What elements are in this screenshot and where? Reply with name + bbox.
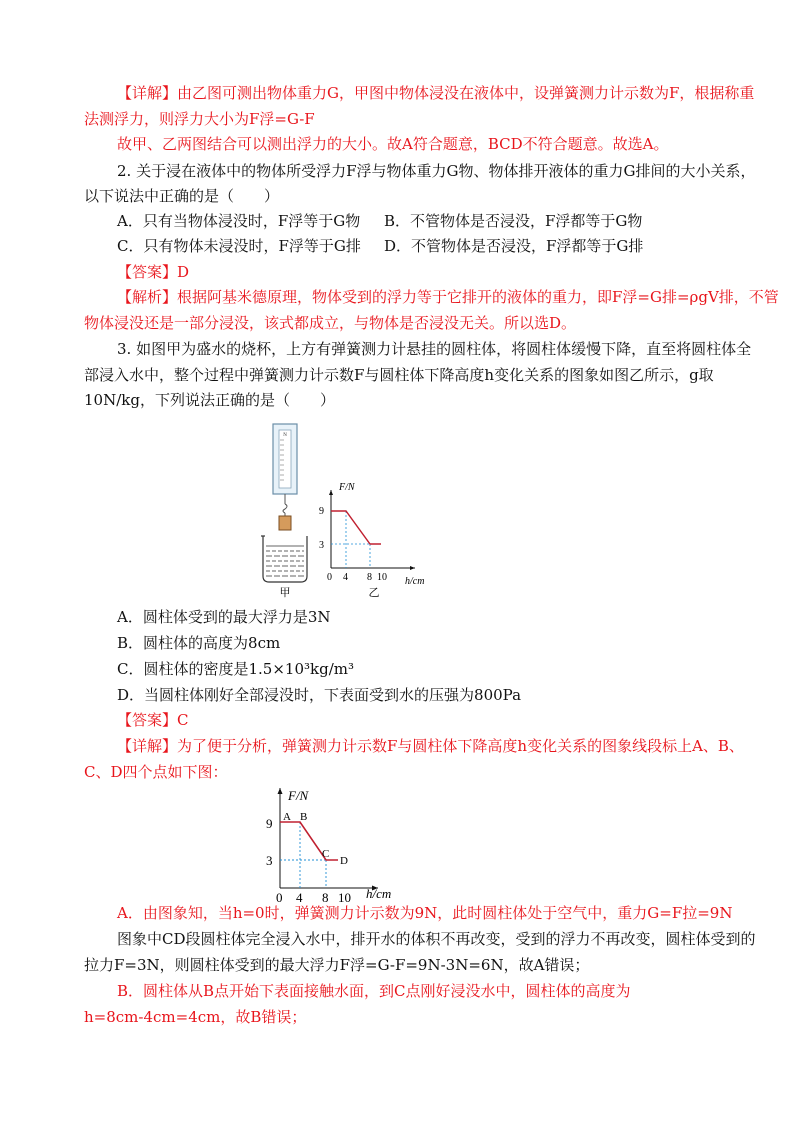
graph2-y-axis-label: F/N (288, 788, 309, 803)
q3-sol-line1: A．由图象知，当h=0时，弹簧测力计示数为9N，此时圆柱体处于空气中，重力G=F拉=9N (117, 904, 733, 922)
graph2-y-tick-9: 9 (266, 816, 273, 831)
point-b-label: B (300, 811, 308, 823)
q3-labeled-graph (258, 784, 418, 902)
y-tick-3: 3 (319, 540, 324, 551)
point-c-label: C (322, 848, 330, 860)
x-tick-10: 10 (377, 572, 387, 583)
prev-detail-line2: 法测浮力，则浮力大小为F浮=G-F (84, 110, 315, 128)
q2-option-d: D．不管物体是否浸没，F浮都等于G排 (384, 237, 644, 255)
q2-option-a: A．只有当物体浸没时，F浮等于G物 (117, 212, 361, 230)
q2-option-c: C．只有物体未浸没时，F浮等于G排 (117, 237, 361, 255)
x-tick-0: 0 (327, 572, 332, 583)
x-tick-8: 8 (367, 572, 372, 583)
y-tick-9: 9 (319, 506, 324, 517)
cylinder-block (279, 516, 291, 530)
q3-stem-line3: 10N/kg，下列说法正确的是（ ） (84, 391, 335, 409)
q3-option-b: B．圆柱体的高度为8cm (117, 634, 281, 652)
q3-sol-line5: h=8cm-4cm=4cm，故B错误； (84, 1008, 307, 1026)
graph2-x-axis-label: h/cm (366, 886, 392, 901)
q3-sol-line4: B．圆柱体从B点开始下表面接触水面，到C点刚好浸没水中，圆柱体的高度为 (117, 982, 631, 1000)
q3-stem-line1: 3. 如图甲为盛水的烧杯，上方有弹簧测力计悬挂的圆柱体，将圆柱体缓慢下降，直至将圆柱体全 (117, 340, 752, 358)
graph2-x-tick-0: 0 (276, 890, 283, 902)
q3-option-c: C．圆柱体的密度是1.5×10³kg/m³ (117, 660, 354, 678)
spring-scale-icon (273, 424, 297, 516)
x-tick-4: 4 (343, 572, 348, 583)
q3-sol-line3: 拉力F=3N，则圆柱体受到的最大浮力F浮=G-F=9N-3N=6N，故A错误； (84, 956, 590, 974)
graph-yi-line (331, 511, 381, 544)
q2-option-b: B．不管物体是否浸没，F浮都等于G物 (384, 212, 643, 230)
graph2-x-tick-10: 10 (338, 890, 351, 902)
q2-analysis-line2: 物体浸没还是一部分浸没，该式都成立，与物体是否浸没无关。所以选D。 (84, 314, 577, 332)
point-d-label: D (340, 855, 348, 867)
q3-option-d: D．当圆柱体刚好全部浸没时，下表面受到水的压强为800Pa (117, 686, 522, 704)
q3-answer: 【答案】C (117, 711, 189, 729)
x-axis-label: h/cm (405, 576, 425, 587)
gauge-unit-label: N (283, 433, 287, 438)
prev-detail-line3: 故甲、乙两图结合可以测出浮力的大小。故A符合题意，BCD不符合题意。故选A。 (117, 135, 669, 153)
y-axis-label: F/N (339, 482, 355, 493)
q2-stem-line2: 以下说法中正确的是（ ） (84, 187, 280, 205)
q3-figure (255, 418, 455, 598)
q3-option-a: A．圆柱体受到的最大浮力是3N (117, 608, 331, 626)
label-jia: 甲 (279, 587, 291, 598)
graph2-x-tick-4: 4 (296, 890, 303, 902)
q3-detail-line1: 【详解】为了便于分析，弹簧测力计示数F与圆柱体下降高度h变化关系的图象线段标上A、B、 (117, 737, 744, 755)
label-yi: 乙 (368, 587, 380, 598)
q3-stem-line2: 部浸入水中，整个过程中弹簧测力计示数F与圆柱体下降高度h变化关系的图象如图乙所示，g取 (84, 366, 714, 384)
q3-detail-line2: C、D四个点如下图： (84, 763, 228, 781)
q2-stem-line1: 2. 关于浸在液体中的物体所受浮力F浮与物体重力G物、物体排开液体的重力G排间的大小关系， (117, 162, 756, 180)
q2-answer: 【答案】D (117, 263, 190, 281)
q3-sol-line2: 图象中CD段圆柱体完全浸入水中，排开水的体积不再改变，受到的浮力不再改变，圆柱体受到的 (117, 930, 756, 948)
prev-detail-line1: 【详解】由乙图可测出物体重力G，甲图中物体浸没在液体中，设弹簧测力计示数为F，根据称重 (117, 84, 755, 102)
q2-analysis-line1: 【解析】根据阿基米德原理，物体受到的浮力等于它排开的液体的重力，即F浮=G排=ρgV排，不管 (117, 288, 779, 306)
beaker-icon (261, 536, 307, 582)
graph-yi (319, 482, 424, 587)
graph2-x-tick-8: 8 (322, 890, 329, 902)
point-a-label: A (283, 811, 291, 823)
graph2-y-tick-3: 3 (266, 853, 273, 868)
